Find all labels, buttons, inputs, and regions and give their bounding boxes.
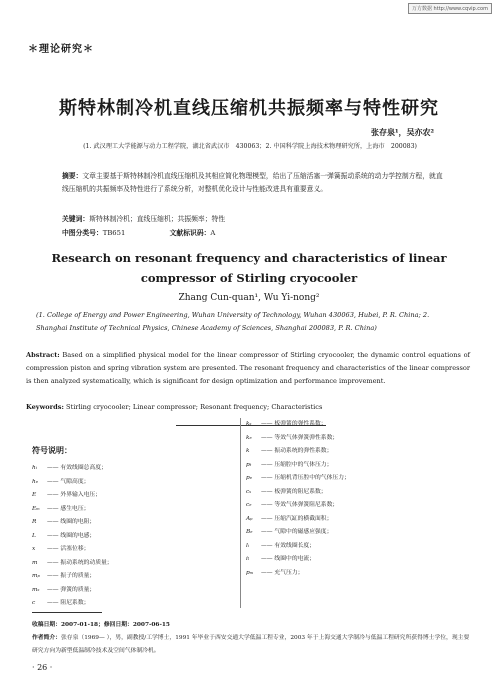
authors-chinese: 张存泉¹，吴亦农² bbox=[370, 127, 434, 137]
symbol-description: —— 气隙中的磁感应强度； bbox=[261, 529, 333, 535]
symbol-name: L bbox=[32, 532, 36, 539]
symbol-description: —— 线圈中的电流； bbox=[261, 556, 316, 562]
symbol-entry bbox=[32, 516, 113, 530]
column-divider bbox=[240, 418, 241, 608]
symbol-name: cₛ bbox=[246, 488, 252, 495]
symbol-name: hᵢ bbox=[32, 465, 37, 471]
symbol-name: hₑ bbox=[32, 478, 38, 485]
author-bio-text: 张存泉（1969— ），男，副教授/工学博士，1991 年毕业于西安交通大学低温工程专业，2003 年于上海交通大学制冷与低温工程研究所获得博士学位，现主要研究方向为新型低温制冷技术及空间气体制冷机。 bbox=[32, 635, 470, 654]
symbol-entry bbox=[32, 503, 113, 517]
symbol-name: Bₑ bbox=[246, 529, 253, 535]
abstract-english-text: Based on a simplified physical model for the linear compressor of Stirling cryocooler, the dynamic control equations of compression piston and spring vibration system are presented. The resonant frequency and characteristics of the linear compressor is then analyzed systematically, which is significant for design optimization and performance improvement. bbox=[26, 351, 470, 385]
symbols-title: 符号说明： bbox=[32, 446, 72, 455]
section-label: ＊理论研究＊ bbox=[28, 44, 94, 55]
symbol-description: —— 外界输入电压； bbox=[47, 492, 102, 498]
abstract-english-label: Abstract: bbox=[26, 351, 60, 359]
symbol-description: —— 压缩汽缸的横截面积； bbox=[261, 515, 333, 522]
symbol-name: Eₘ bbox=[32, 505, 40, 512]
symbol-description: —— 阻尼系数； bbox=[47, 600, 90, 606]
symbols-list-left bbox=[32, 462, 113, 611]
symbol-description: —— 有效线圈长度； bbox=[261, 542, 316, 549]
symbol-entry bbox=[32, 462, 113, 476]
symbol-description: —— 振子的质量； bbox=[47, 573, 96, 579]
symbol-description: —— 线圈的电阻； bbox=[47, 519, 96, 525]
symbol-description: —— 有效线圈总高度； bbox=[47, 465, 107, 471]
abstract-chinese bbox=[62, 170, 445, 196]
symbol-name: mₚ bbox=[32, 573, 40, 579]
symbol-name: cₑ bbox=[246, 502, 252, 508]
symbol-description: —— 活塞位移； bbox=[47, 546, 90, 552]
keywords-chinese-label: 关键词： bbox=[62, 215, 90, 223]
symbol-name: pₑ bbox=[246, 475, 252, 481]
symbol-entry bbox=[246, 567, 350, 581]
symbol-description: —— 等效气体弹簧阻尼系数； bbox=[261, 502, 339, 508]
affiliation-chinese: (1. 武汉理工大学能源与动力工程学院，湖北省武汉市 430063；2. 中国科学院上海技术物理研究所，上海市 200083) bbox=[83, 143, 417, 150]
classification-label: 中图分类号： bbox=[62, 229, 103, 237]
symbol-entry bbox=[32, 557, 113, 571]
symbol-description: —— 振动系统的弹性系数； bbox=[261, 448, 333, 454]
symbol-entry bbox=[246, 459, 350, 473]
authors-english: Zhang Cun-quan¹, Wu Yi-nong² bbox=[178, 293, 320, 303]
symbol-entry bbox=[32, 543, 113, 557]
symbol-description: —— 等效气体弹簧弹性系数； bbox=[261, 434, 339, 441]
symbol-entry bbox=[246, 445, 350, 459]
symbol-name: iₗ bbox=[246, 556, 250, 562]
symbol-description: —— 线圈的电感； bbox=[47, 532, 96, 539]
symbol-description: —— 弹簧的质量； bbox=[47, 586, 96, 593]
classification-value: TB651 bbox=[102, 229, 126, 237]
symbol-entry bbox=[246, 513, 350, 527]
symbol-entry bbox=[246, 540, 350, 554]
watermark-stamp: 万方数据 http://www.cqvip.com bbox=[408, 3, 492, 14]
doc-code-label: 文献标识码： bbox=[169, 229, 211, 237]
symbol-name: Aₚ bbox=[246, 515, 253, 522]
keywords-english-text: Stirling cryocooler; Linear compressor; Resonant frequency; Characteristics bbox=[66, 403, 323, 411]
author-bio-label: 作者简介： bbox=[32, 635, 61, 641]
symbol-entry bbox=[32, 584, 113, 598]
symbol-entry bbox=[246, 499, 350, 513]
symbol-name: kₛ bbox=[246, 421, 252, 427]
title-english-line1: Research on resonant frequency and characteristics of linear bbox=[51, 251, 447, 265]
symbol-description: —— 压缩机背压腔中的气体压力； bbox=[261, 475, 350, 481]
symbol-description: —— 振动系统的动质量； bbox=[47, 559, 113, 566]
title-english-line2: compressor of Stirling cryocooler bbox=[140, 271, 358, 285]
symbol-name: k bbox=[246, 448, 250, 454]
symbol-name: pₘ bbox=[246, 569, 254, 576]
symbol-description: —— 充气压力； bbox=[261, 569, 304, 576]
received-dates: 收稿日期：2007-01-18；修回日期：2007-06-15 bbox=[32, 622, 170, 628]
symbol-description: —— 气隙高度； bbox=[47, 478, 90, 485]
symbol-entry bbox=[246, 526, 350, 540]
symbol-entry bbox=[32, 489, 113, 503]
symbol-entry bbox=[246, 486, 350, 500]
keywords-english-label: Keywords: bbox=[26, 403, 64, 411]
affiliation-english: (1. College of Energy and Power Engineering, Wuhan University of Technology, Wuhan 430063, Hubei, P. R. China; 2. Shanghai Institute of Technical Physics, Chinese Academy of Sciences, Shanghai 200083, P. R. China) bbox=[36, 311, 430, 332]
symbol-entry bbox=[246, 432, 350, 446]
symbol-entry bbox=[246, 418, 350, 432]
abstract-chinese-text: 文章主要基于斯特林制冷机直线压缩机及其相应简化物理模型，给出了压缩活塞一弹簧振动系统的动力学控制方程，就直线压缩机的共振频率及特性进行了系统分析，对整机优化设计与性能改进具有重要意义。 bbox=[62, 172, 443, 193]
symbol-entry bbox=[32, 530, 113, 544]
symbol-entry bbox=[32, 476, 113, 490]
symbol-name: kₑ bbox=[246, 434, 252, 441]
title-chinese: 斯特林制冷机直线压缩机共振频率与特性研究 bbox=[59, 98, 439, 119]
symbol-entry bbox=[246, 472, 350, 486]
symbol-description: —— 板弹簧的弹性系数； bbox=[261, 421, 327, 427]
symbols-list-right bbox=[246, 418, 350, 580]
symbol-entry bbox=[246, 553, 350, 567]
symbol-entry bbox=[32, 570, 113, 584]
symbol-name: lᵢ bbox=[246, 542, 250, 549]
doc-code-value: A bbox=[210, 229, 216, 237]
symbol-name: pₜ bbox=[246, 461, 252, 468]
symbol-name: x bbox=[32, 546, 36, 552]
symbol-description: —— 板弹簧的阻尼系数； bbox=[261, 488, 327, 495]
keywords-chinese-text: 斯特林制冷机；直线压缩机；共振频率；特性 bbox=[89, 215, 226, 223]
symbol-description: —— 感生电压； bbox=[47, 505, 90, 512]
symbol-name: E bbox=[32, 492, 37, 498]
symbol-description: —— 压缩腔中的气体压力； bbox=[261, 461, 333, 468]
abstract-english bbox=[26, 349, 470, 388]
page-number: · 26 · bbox=[32, 663, 53, 672]
footnote-rule bbox=[32, 612, 102, 613]
symbol-entry bbox=[32, 597, 113, 611]
title-english bbox=[40, 248, 458, 288]
symbol-name: mₛ bbox=[32, 586, 40, 593]
symbol-name: R bbox=[32, 519, 37, 525]
keywords-chinese bbox=[62, 213, 225, 223]
abstract-chinese-label: 摘要： bbox=[62, 172, 83, 180]
classification-line bbox=[62, 227, 215, 237]
symbol-name: c bbox=[32, 600, 36, 606]
keywords-english bbox=[26, 403, 322, 411]
symbol-name: m bbox=[32, 559, 38, 566]
author-bio bbox=[32, 632, 472, 658]
